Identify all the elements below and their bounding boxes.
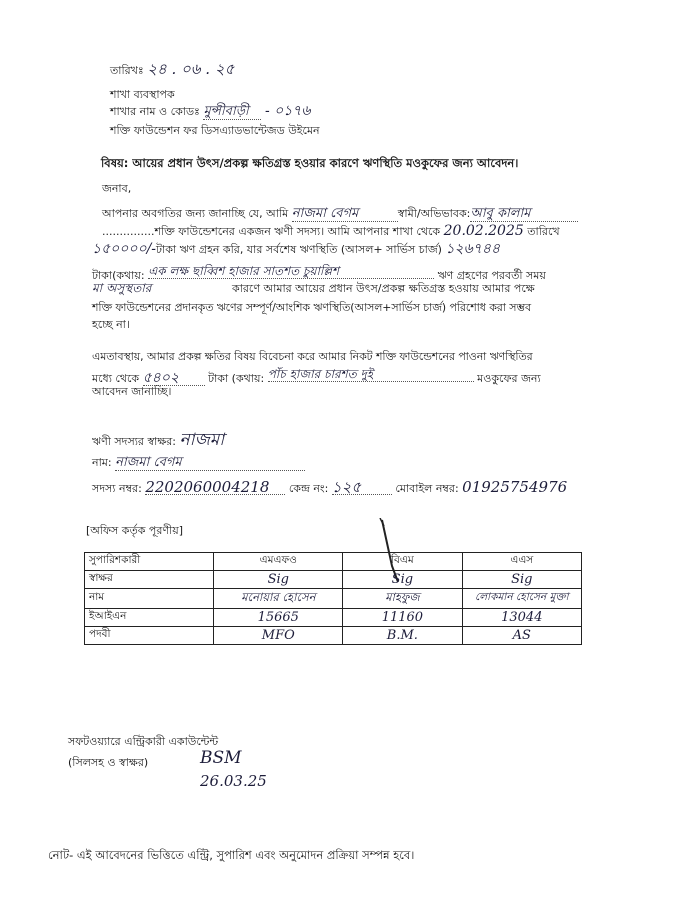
signature-cell: Sig	[214, 571, 343, 589]
date-label: তারিখঃ	[110, 64, 144, 77]
accountant-date: 26.03.25	[200, 772, 267, 790]
guardian-name: আবু কালাম	[470, 207, 578, 222]
para2-line3: আবেদন জানাচ্ছি।	[92, 385, 172, 398]
table-header-cell: এমএফও	[214, 553, 343, 571]
member-number-line	[92, 480, 567, 496]
branch-line	[110, 104, 311, 120]
name-cell: মনোয়ার হোসেন	[214, 589, 343, 609]
recommendation-table	[84, 552, 582, 645]
member-name-line	[92, 456, 305, 471]
accountant-signature: BSM	[200, 748, 242, 768]
para1-line2	[102, 224, 560, 239]
ein-cell: 15665	[214, 609, 343, 627]
table-row	[85, 571, 582, 589]
para1-line3	[92, 242, 500, 257]
member-no-label: সদস্য নম্বর:	[92, 482, 142, 495]
para1-text: স্বামী/অভিভাবক:	[397, 207, 471, 220]
footer-note: নোট- এই আবেদনের ভিত্তিতে এন্ট্রি, সুপারিশ এবং অনুমোদন প্রক্রিয়া সম্পন্ন হবে।	[48, 848, 415, 862]
member-number: 2202060004218	[145, 480, 285, 495]
member-name: নাজমা বেগম	[115, 456, 305, 471]
signature-label: ঋণী সদস্যর স্বাক্ষর:	[92, 435, 176, 448]
office-label: [অফিস কর্তৃক পূরণীয়]	[86, 524, 183, 537]
para1-line6: শক্তি ফাউন্ডেশনের প্রদানকৃত ঋণের সম্পূর্ণ/আংশিক ঋণস্থিতি(আসল+সার্ভিস চার্জ) পরিশোধ করা সম্ভব	[92, 301, 531, 314]
para1-text: শক্তি ফাউন্ডেশনের একজন ঋণী সদস্য। আমি আপনার শাখা থেকে	[154, 225, 441, 238]
loan-amount: ১৫০০০০/-	[92, 241, 157, 257]
row-label: স্বাক্ষর	[85, 571, 214, 589]
table-header-cell: এএস	[462, 553, 581, 571]
para2-text: মধ্যে থেকে	[92, 372, 140, 385]
signature-cell: Sig	[462, 571, 581, 589]
mobile-number: 01925754976	[462, 478, 568, 496]
branch-label: শাখার নাম ও কোডঃ	[110, 105, 200, 118]
row-label: নাম	[85, 589, 214, 609]
branch-code: - ০১৭৬	[264, 103, 311, 119]
para2-line2	[92, 367, 541, 386]
para1-line5	[92, 281, 535, 296]
branch-name: মুন্সীবাড়ী	[203, 105, 261, 120]
para1-text: টাকা(কথায়:	[92, 269, 145, 282]
row-label: পদবী	[85, 627, 214, 645]
designation-cell: AS	[462, 627, 581, 645]
para1-line1	[102, 207, 578, 222]
para1-text: টাকা ঋণ গ্রহন করি, যার সর্বশেষ ঋণস্থিতি (আসল+ সার্ভিস চার্জ)	[156, 243, 442, 256]
salutation: জনাব,	[102, 182, 132, 195]
para1-text: তারিখে	[527, 225, 560, 238]
member-signature-line	[92, 430, 225, 450]
name-cell: লোকমান হোসেন মুক্তা	[462, 589, 581, 609]
date-value: ২৪ . ০৬ . ২৫	[147, 60, 235, 78]
accountant-line2: (সিলসহ ও স্বাক্ষর)	[68, 756, 149, 769]
table-header-row	[85, 553, 582, 571]
table-row	[85, 609, 582, 627]
para1-text: আপনার অবগতির জন্য জানাচ্ছি যে, আমি	[102, 207, 289, 220]
table-row	[85, 627, 582, 645]
para2-text: টাকা (কথায়:	[208, 372, 265, 385]
designation-cell: B.M.	[343, 627, 462, 645]
subject-line: বিষয়: আয়ের প্রধান উৎস/প্রকল্প ক্ষতিগ্রস্ত হওয়ার কারণে ঋণস্থিতি মওকুফের জন্য আবেদন।	[101, 156, 519, 170]
date-line	[110, 62, 234, 78]
para1-text: ঋণ গ্রহণের পরবর্তী সময়	[437, 269, 546, 282]
cause: মা অসুস্থতার	[92, 281, 152, 295]
center-number: ১২৫	[332, 480, 392, 495]
designation-cell: MFO	[214, 627, 343, 645]
borrower-name: নাজমা বেগম	[292, 207, 398, 222]
para1-line7: হচ্ছে না।	[92, 318, 130, 331]
name-label: নাম:	[92, 456, 112, 469]
loan-date: 20.02.2025	[443, 223, 524, 239]
para1-text: কারণে আমার আয়ের প্রধান উৎস/প্রকল্প ক্ষতিগ্রস্ত হওয়ায় আমার পক্ষে	[232, 282, 535, 295]
table-header-cell: সুপারিশকারী	[85, 553, 214, 571]
para2-line1: এমতাবস্থায়, আমার প্রকল্প ক্ষতির বিষয় বিবেচনা করে আমার নিকট শক্তি ফাউন্ডেশনের পাওনা ঋণস্থিতির	[92, 350, 533, 363]
outstanding-words: এক লক্ষ ছাব্বিশ হাজার সাতশত চুয়াল্লিশ	[148, 264, 434, 279]
org-line: শক্তি ফাউন্ডেশন ফর ডিসএ্যাডভান্টেজড উইমেন	[110, 124, 320, 137]
para2-text: মওকুফের জন্য	[477, 372, 541, 385]
addressee-line: শাখা ব্যবস্থাপক	[110, 88, 175, 101]
table-header-cell: বিএম	[343, 553, 462, 571]
name-cell: মাহফুজ	[343, 589, 462, 609]
outstanding-amount: ১২৬৭৪৪	[445, 241, 501, 257]
row-label: ইআইএন	[85, 609, 214, 627]
table-row	[85, 589, 582, 609]
waive-amount: ৫৪০২	[143, 371, 205, 386]
mobile-label: মোবাইল নম্বর:	[395, 482, 459, 495]
ein-cell: 13044	[462, 609, 581, 627]
center-label: কেন্দ্র নং:	[288, 482, 329, 495]
ein-cell: 11160	[343, 609, 462, 627]
accountant-line1: সফটওয়্যারে এন্ট্রিকারী একাউন্টেন্ট	[68, 735, 219, 748]
waive-words: পাঁচ হাজার চারশত দুই	[268, 367, 474, 382]
dots: ...............	[102, 225, 155, 238]
member-signature: নাজমা	[179, 430, 225, 450]
signature-cell: Sig	[343, 571, 462, 589]
